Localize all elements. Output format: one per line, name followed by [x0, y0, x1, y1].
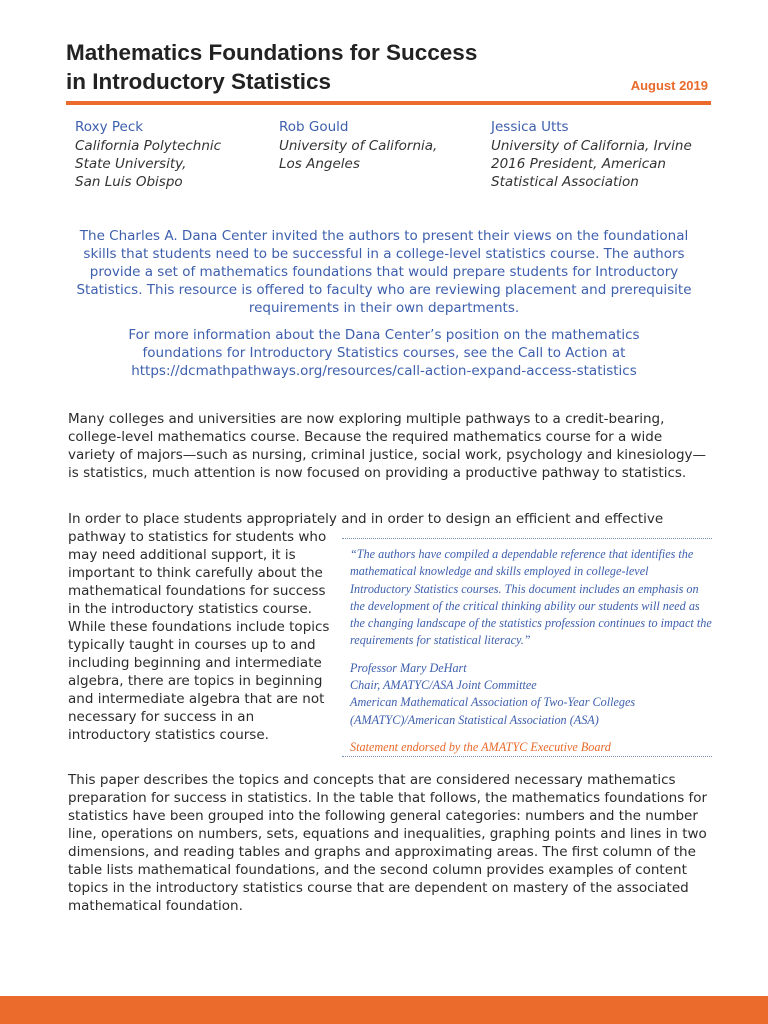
- body-paragraph-1: Many colleges and universities are now exploring multiple pathways to a credit-bearing, college-level mathematics course. Because the required mathematics course for a wide variety of majors—such as nursing, criminal justice, social work, psychology and kinesiology—is statistics, much attention is now focused on providing a productive pathway to statistics.: [68, 411, 707, 481]
- author-name: Jessica Utts: [491, 119, 569, 135]
- author-affiliation-line: Statistical Association: [491, 174, 639, 190]
- body-paragraph-2-first-line: In order to place students appropriately and in order to design an efficient and effective: [68, 511, 664, 527]
- intro-section: [70, 227, 698, 380]
- author-rob-gould: [279, 118, 489, 173]
- attribution-line: Professor Mary DeHart: [350, 660, 467, 675]
- more-info-line: For more information about the Dana Center’s position on the mathematics: [128, 327, 640, 343]
- author-affiliation-line: 2016 President, American: [491, 156, 666, 172]
- document-title: [66, 38, 626, 96]
- title-line-1: Mathematics Foundations for Success: [66, 40, 478, 65]
- author-roxy-peck: [75, 118, 285, 191]
- quote-attribution: [350, 660, 712, 729]
- intro-paragraph: The Charles A. Dana Center invited the authors to present their views on the foundational skills that students need to be successful in a college-level statistics course. The authors provide a set of mathematics foundations that would prepare students for Introductory Statistics. This resource is offered to faculty who are reviewing placement and prerequisite requirements in their own departments.: [76, 228, 692, 316]
- author-name: Roxy Peck: [75, 119, 144, 135]
- title-divider: [66, 101, 711, 105]
- author-name: Rob Gould: [279, 119, 349, 135]
- more-info-paragraph: [70, 326, 698, 380]
- quote-text: “The authors have compiled a dependable reference that identifies the mathematical knowledge and skills employed in college-level Introductory Statistics courses. This document includes an emphasis on the development of the critical thinking ability our students will need as the changing landscape of the statistics profession continues to impact the requirements for statistical literacy.”: [350, 547, 712, 648]
- footer-bar: [0, 996, 768, 1024]
- author-affiliation-line: State University,: [75, 156, 187, 172]
- author-affiliation-line: California Polytechnic: [75, 138, 222, 154]
- attribution-line: Chair, AMATYC/ASA Joint Committee: [350, 678, 537, 693]
- attribution-line: (AMATYC)/American Statistical Association (ASA): [350, 712, 599, 727]
- title-line-2: in Introductory Statistics: [66, 69, 332, 94]
- author-affiliation-line: University of California, Irvine: [491, 138, 692, 154]
- author-affiliation-line: Los Angeles: [279, 156, 360, 172]
- pull-quote: [342, 538, 712, 757]
- author-affiliation-line: University of California,: [279, 138, 438, 154]
- publication-date: August 2019: [630, 78, 708, 93]
- attribution-line: American Mathematical Association of Two-Year Colleges: [350, 695, 636, 710]
- author-jessica-utts: [491, 118, 721, 191]
- call-to-action-link[interactable]: https://dcmathpathways.org/resources/call-action-expand-access-statistics: [131, 363, 637, 379]
- body-paragraph-3: This paper describes the topics and concepts that are considered necessary mathematics preparation for success in statistics. In the table that follows, the mathematics foundations for statistics have been grouped into the following general categories: numbers and the number line, operations on numbers, sets, equations and inequalities, graphing points and lines in two dimensions, and reading tables and graphs and approximating areas. The first column of the table lists mathematical foundations, and the second column provides examples of content topics in the introductory statistics course that are dependent on mastery of the associated mathematical foundation.: [68, 772, 708, 914]
- endorsement-note: Statement endorsed by the AMATYC Executive Board: [350, 739, 611, 754]
- body-paragraph-2: pathway to statistics for students who may need additional support, it is important to think carefully about the mathematical foundations for success in the introductory statistics course. While these foundations include topics typically taught in courses up to and including beginning and intermediate algebra, there are topics in beginning and intermediate algebra that are not necessary for success in an introductory statistics course.: [68, 529, 330, 743]
- more-info-line: foundations for Introductory Statistics courses, see the Call to Action at: [142, 345, 626, 361]
- author-affiliation-line: San Luis Obispo: [75, 174, 183, 190]
